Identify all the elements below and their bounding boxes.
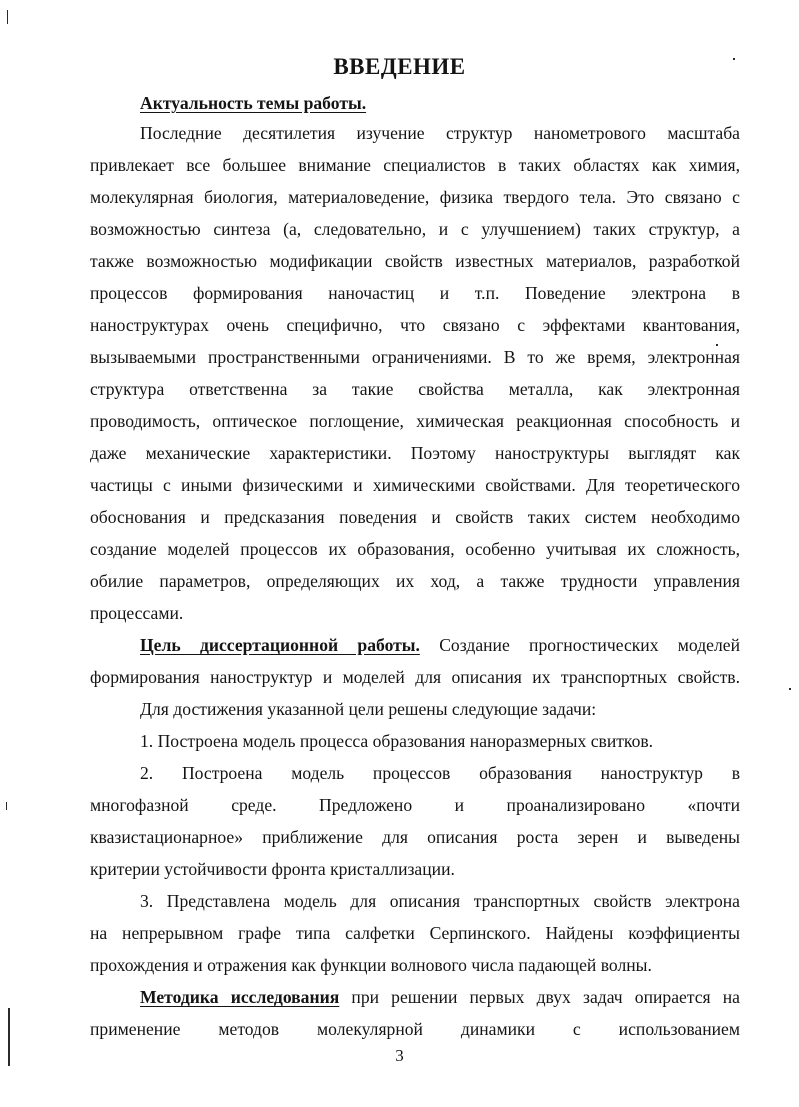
paragraph-line: формирования наноструктур и моделей для описания их транспортных свойств. [90, 667, 740, 687]
page-title: ВВЕДЕНИЕ [333, 54, 466, 79]
paragraph-line: процессами. [90, 603, 184, 623]
scan-artifact-mark [789, 688, 791, 690]
paragraph-line: структура ответственна за такие свойства металла, как электронная [90, 379, 740, 399]
paragraph-line: создание моделей процессов их образования, особенно учитывая их сложность, [90, 539, 740, 559]
goal-heading: Цель диссертационной работы. [140, 635, 420, 655]
paragraph-line: прохождения и отражения как функции волнового числа падающей волны. [90, 955, 652, 975]
task-item-3: 3. Представлена модель для описания транспортных свойств электрона [140, 891, 740, 911]
method-text: при решении первых двух задач опирается на [339, 987, 740, 1007]
goal-line [140, 633, 740, 657]
paragraph-line: многофазной среде. Предложено и проанализировано «почти [90, 795, 740, 815]
method-heading: Методика исследования [140, 987, 340, 1007]
scan-artifact-mark [7, 10, 8, 24]
section-heading-relevance: Актуальность темы работы. [140, 93, 367, 113]
paragraph-line: молекулярная биология, материаловедение, физика твердого тела. Это связано с [90, 187, 740, 207]
page-number: 3 [395, 1046, 404, 1065]
paragraph-line: процессов формирования наночастиц и т.п. Поведение электрона в [90, 283, 740, 303]
paragraph-line: проводимость, оптическое поглощение, химическая реакционная способность и [90, 411, 740, 431]
scan-artifact-mark [6, 802, 7, 810]
tasks-intro: Для достижения указанной цели решены следующие задачи: [140, 699, 597, 719]
paragraph-line: критерии устойчивости фронта кристаллизации. [90, 859, 455, 879]
paragraph-line: Последние десятилетия изучение структур нанометрового масштаба [140, 123, 740, 143]
paragraph-line: на непрерывном графе типа салфетки Серпинского. Найдены коэффициенты [90, 923, 740, 943]
paragraph-line: привлекает все большее внимание специалистов в таких областях как химия, [90, 155, 740, 175]
paragraph-line: наноструктурах очень специфично, что связано с эффектами квантования, [90, 315, 740, 335]
goal-text: Создание прогностических моделей [419, 635, 740, 655]
paragraph-line: квазистационарное» приближение для описания роста зерен и выведены [90, 827, 740, 847]
paragraph-line: обилие параметров, определяющих их ход, а также трудности управления [90, 571, 740, 591]
paragraph-line: возможностью синтеза (а, следовательно, и с улучшением) таких структур, а [90, 219, 740, 239]
task-item-1: 1. Построена модель процесса образования наноразмерных свитков. [140, 731, 654, 751]
paragraph-line: также возможностью модификации свойств известных материалов, разработкой [90, 251, 740, 271]
paragraph-line: вызываемыми пространственными ограничениями. В то же время, электронная [90, 347, 740, 367]
method-line [140, 985, 740, 1009]
paragraph-line: частицы с иными физическими и химическими свойствами. Для теоретического [90, 475, 740, 495]
paragraph-line: даже механические характеристики. Поэтому наноструктуры выглядят как [90, 443, 740, 463]
paragraph-line: применение методов молекулярной динамики с использованием [90, 1019, 740, 1039]
paragraph-line: обоснования и предсказания поведения и свойств таких систем необходимо [90, 507, 740, 527]
section-heading [140, 91, 740, 115]
task-item-2: 2. Построена модель процессов образования наноструктур в [140, 763, 740, 783]
